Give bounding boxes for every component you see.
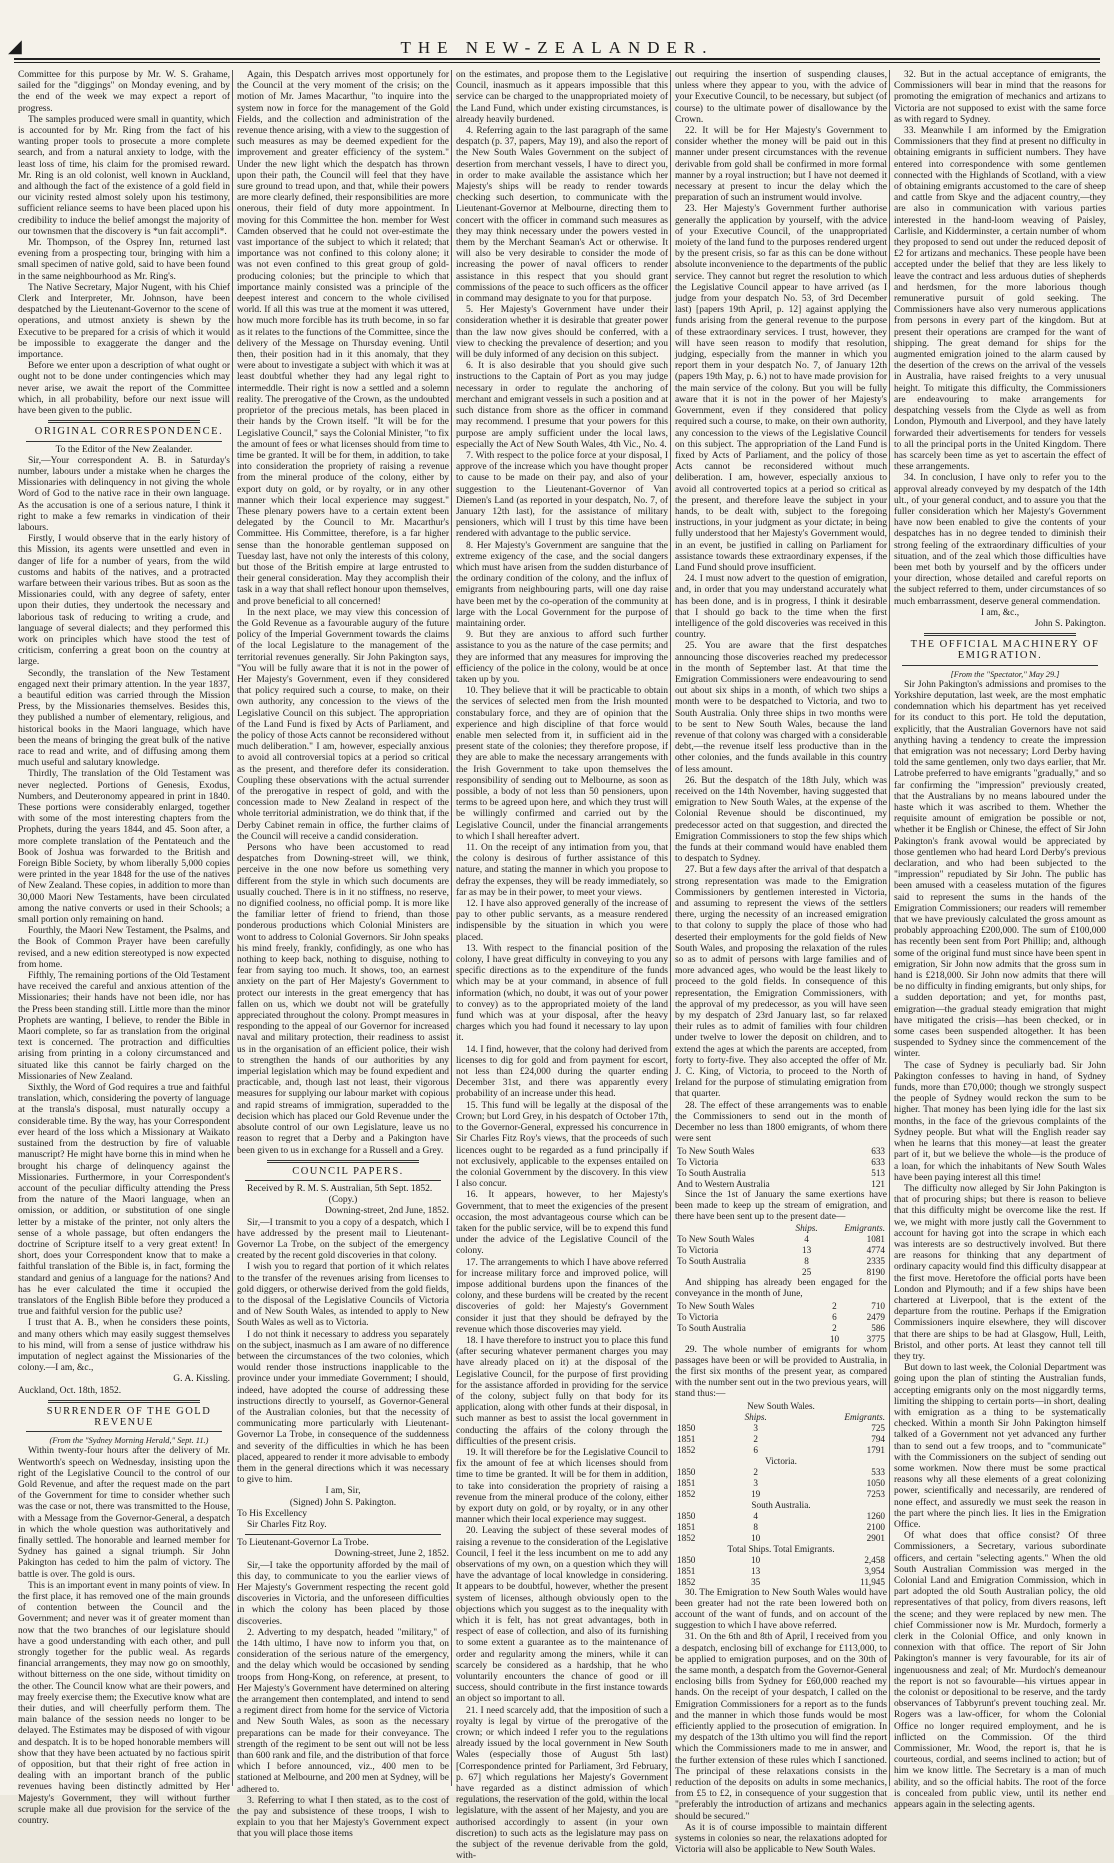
despatch-paragraph: 23. Her Majesty's Government further authorise generally the application by yourself, with the advice of your Executive Council, of the unappropriated moiety of the land fund to the purposes rendered urgent by the present crisis, so far as this can be done without absolute inconvenience to the departments of the public service. They cannot but regret the resolution to which the Legislative Council appear to have arrived (as I judge from your despatch No. 53, of 3rd December last) [papers 19th April, p. 12] against applying the funds arising from the general revenue to the purpose of these extraordinary services. I trust, however, they will have seen reason to modify that resolution, judging, especially from the manner in which you report them in your despatch No. 7, of January 12th (papers 19th May, p. 6.) not to have made provision for the main service of the colony. But you will be fully aware that it is not in the power of her Majesty's Government, even if they considered that policy required such a course, to make, on their own authority, any concession to the views of the Legislative Council on this subject. The appropriation of the Land Fund is fixed by Acts of Parliament, and the policy of those Acts cannot be reconsidered without much deliberation. I am, however, especially anxious to avoid all controverted topics at a period so critical as the present, and therefore leave the subject in your hands, to be dealt with, subject to the foregoing instructions, in your judgment as your dictate; in being fully understood that her Majesty's Government would, in an event, be justified in calling on Parliament for assistance towards these extraordinary expenses, if the Land Fund should prove insufficient. [675, 204, 887, 573]
despatch-paragraph: 28. The effect of these arrangements was to enable the Commissioners to send out in the month of December no less than 1800 emigrants, of whom there were sent [675, 1100, 887, 1145]
despatch-paragraph: 29. The whole number of emigrants for whom passages have been or will be provided to Australia, in the first six months of the present year, as compared with the number sent out in the two previous years, will stand thus:— [675, 1344, 887, 1400]
heading-rule [26, 441, 222, 442]
despatch-paragraph: 5. Her Majesty's Government have under their consideration whether it is desirable that greater power than the law now gives should be conferred, with a view to checking the prevalence of desertion; and you will be duly informed of any decision on this subject. [456, 305, 668, 361]
letter-paragraph: Firstly, I would observe that in the early history of this Mission, its agents were unsettled and even in danger of life for a number of years, from the wild customs and habits of the natives, and a protracted warfare between their various tribes. But as soon as the Missionaries could, with any degree of safety, enter upon their duties, they undertook the necessary and laborious task of reducing to writing a crude, and language of several dialects; and they performed this work on principles which have stood the test of criticism, conferring a great boon on the country at large. [18, 534, 230, 668]
received-line: Received by R. M. S. Australian, 5th Sept. 1852. [247, 1183, 433, 1194]
table-cell: 10 [829, 1333, 840, 1344]
table-total-row [675, 1267, 887, 1278]
table-cell: 633 [871, 1145, 885, 1156]
despatch-paragraph: 13. With respect to the financial position of the colony, I have great difficulty in conveying to you any specific directions as to the expenditure of the funds which may be at your command, in absence of full information (which, no doubt, it was out of your power to convey) as to the appropriated moiety of the land fund which was at your disposal, after the heavy charges which you had found it necessary to lay upon it. [456, 943, 668, 1044]
table-cell: 3,954 [864, 1565, 885, 1576]
table-cell: To South Australia [677, 1322, 746, 1333]
table-cell: 1852 [677, 1576, 696, 1587]
table-cell: 8190 [866, 1267, 885, 1278]
heading-rule [245, 1180, 441, 1181]
despatch-paragraph: 34. In conclusion, I have only to refer you to the approval already conveyed by my despatch of the 14th ult., of your general conduct, and to assure you that the fuller consideration which her Majesty's Government have now been enabled to give the contents of your despatches has in no degree tended to diminish their strong feeling of the extraordinary difficulties of your situation, and of the zeal which those difficulties have been met both by yourself and by the officers under your direction, whose detailed and careful reports on the subject referred to them, under circumstances of so much embarrassment, deserve general commendation. [894, 473, 1106, 607]
table-cell: 1260 [866, 1510, 885, 1521]
column-header: Ships. [744, 1411, 767, 1422]
section-rule [924, 633, 1076, 636]
despatch-paragraph: on the estimates, and propose them to the Legislative Council, inasmuch as it appears impossible that this service can be charged to the unappropriated moiety of the Land Fund, which under existing circumstances, is already heavily burdened. [456, 70, 668, 125]
article-source: [From the "Spectator," May 29.] [950, 669, 1060, 679]
table-cell: 11,945 [860, 1576, 885, 1587]
table-cell: 2 [832, 1300, 837, 1311]
letter-paragraph: Sixthly, the Word of God requires a true and faithful translation, which, considering the poverty of language at the transla's disposal, must naturally occupy a considerable time. By the way, has your Correspondent ever heard of the loss which a Missionary at Waikato sustained from the destruction by fire of valuable manuscript? He might have borne this in mind when he brought his charge of delinquency against the Missionaries. Furthermore, in your Correspondent's account of the peculiar difficulty attending the Press from the nature of the Maori language, when an omission, or addition, or substitution of one single letter by a mistake of the printer, not only alters the sense of a whole passage, but often endangers the doctrine of Scripture itself to a very great extent! In short, does your Correspondent know that to make a faithful translation of the Bible is, in fact, forming the standard and genius of a language for the nations? And has he ever calculated the time it occupied the translators of the English Bible before they produced a true and faithful version for the public use? [18, 1083, 230, 1318]
table-cell: 6 [753, 1444, 758, 1455]
heading-rule [26, 1431, 222, 1432]
table-cell: 2 [832, 1322, 837, 1333]
table-cell: 10 [751, 1554, 761, 1565]
table-cell: 3775 [866, 1333, 885, 1344]
column-divider [889, 70, 890, 1786]
despatch-paragraph: 12. I have also approved generally of the increase of pay to other public servants, as a measure rendered indispensible by the situation in which you were placed. [456, 899, 668, 943]
despatch-paragraph: 9. But they are anxious to afford such further assistance to you as the nature of the case permits; and they are informed that any measures for improving the efficiency of the police in the colony, would be at once taken up by you. [456, 630, 668, 685]
letter-signature: G. A. Kissling. [173, 1374, 230, 1385]
despatch-addressee: Sir Charles Fitz Roy. [247, 1520, 327, 1530]
table-row [675, 1467, 887, 1478]
article-source: (From the "Sydney Morning Herald," Sept. 11.) [49, 1436, 209, 1446]
table-cell: 7253 [866, 1488, 885, 1499]
table-cell: 8 [804, 1256, 809, 1267]
despatch-paragraph: 33. Meanwhile I am informed by the Emigration Commissioners that they find at present no difficulty in obtaining emigrants in sufficient numbers. They have entered into correspondence with some gentlemen connected with the Highlands of Scotland, with a view of obtaining emigrants accustomed to the care of sheep and cattle from Skye and the adjacent country,—they are also in communication with various parties interested in the hand-loom weaving of Paisley, Carlisle, and Kidderminster, a certain number of whom they proposed to send out under the reduced deposit of £2 for artizans and mechanics. These people have been accepted under the belief that they are less likely to leave the contract and less arduous duties of shepherds and herdsmen, for the more laborious though remunerative pursuit of gold seeking. The Commissioners have also very numerous applications from persons in every part of the kingdom. But at present their operations are cramped for the want of shipping. The great demand for ships for the augmented emigration joined to the alarm caused by the desertion of the crews on the arrival of the vessels in Australia, have raised freights to a very unusual height. To mitigate this difficulty, the Commissioners are endeavouring to make arrangements for despatching vessels from the Clyde as well as from London, Plymouth and Liverpool, and they have lately forwarded their advertisements for tenders for vessels to all the principal ports in the United Kingdom. There has scarcely been time as yet to ascertain the effect of these arrangements. [894, 126, 1106, 473]
despatch-paragraph: I wish you to regard that portion of it which relates to the transfer of the revenues arising from licenses to gold diggers, or otherwise derived from the gold fields, to the disposal of the Legislative Councils of Victoria and of New South Wales, as intended to apply to New South Wales as well as to Victoria. [237, 1262, 449, 1329]
table-cell: 1852 [677, 1444, 696, 1455]
letter-paragraph: Fifthly, The remaining portions of the Old Testament have received the careful and anxious attention of the Missionaries; their hands have not been idle, nor has the Press been standing still. Little more than the minor Prophets are wanting, I believe, to render the Bible in Maori complete, so far as translation from the original text is concerned. The protraction and difficulties arising from printing in a colony circumstanced and situated like this cannot be fairly charged on the Missionaries of New Zealand. [18, 971, 230, 1082]
despatch-signature: (Signed) John S. Pakington. [289, 1497, 397, 1508]
table-cell: 1851 [677, 1565, 696, 1576]
despatch-closing: I am, Sir, [325, 1486, 361, 1497]
despatch-paragraph: 21. I need scarcely add, that the imposition of such a royalty is legal by virtue of the prerogative of the crown; or which indeed I refer you to the regulations already issued by the local government in New South Wales (especially those of August 5th last) [Correspondence printed for Parliament, 3rd February, p. 67] which regulations her Majesty's Government have regarded as a distinct admission of which regulations, the reservation of the gold, within the local legislature, with the assent of her Majesty, and you are authorised accordingly to assent (in your own discretion) to such acts as the legislature may pass on the subject of the revenue derivable from the gold, with- [456, 1705, 668, 1862]
letter-salutation: To the Editor of the New Zealander. [55, 444, 193, 455]
despatch-paragraph: 4. Referring again to the last paragraph of the same despatch (p. 37, papers, May 19), and also the report of the New South Wales Government on the subject of desertion from merchant vessels, I have to direct you, in order to make available the assistance which her Majesty's ships will be ready to render towards checking such desertion, to communicate with the Lieutenant-Governor at Melbourne, directing them to concert with the officer in command such measures as they may think necessary under the powers vested in them by the Merchant Seaman's Act or otherwise. It will also be very desirable to consider the mode of increasing the power of naval officers to render assistance in this respect that you should grant commissions of the peace to such officers as the officer in command may designate to you for that purpose. [456, 126, 668, 305]
table-row [675, 1434, 887, 1445]
article-paragraph: The samples produced were small in quantity, which is accounted for by Mr. Ring from the fact of his wanting proper tools to prosecute a more complete search, and from a natural anxiety to lodge, with the least loss of time, his claim for the promised reward. Mr. Ring is an old colonist, well known in Auckland, and although the fact of the existence of a gold field in our vicinity rested almost solely upon his testimony, sufficient reliance seems to have been placed upon his credibility to induce the belief amongst the majority of our townsmen that the discovery is *un fait accompli*. [18, 114, 230, 237]
column-divider [670, 70, 671, 1786]
table-row [675, 1511, 887, 1522]
table-row [675, 1445, 887, 1456]
table-row [675, 1533, 887, 1544]
heading-rule [902, 665, 1098, 666]
despatch-closing: I am, &c., [980, 607, 1020, 618]
table-group-row [675, 1544, 887, 1555]
article-paragraph: In the next place, we may view this concession of the Gold Revenue as a favourable augury of the future policy of the Imperial Government towards the claims of the local Legislature to the management of the territorial revenues generally. Sir John Pakington says, "You will be fully aware that it is not in the power of Her Majesty's Government, even if they considered that policy required such a course, to make, on their own authority, any concession to the views of the Legislative Council on this subject. The appropriation of the Land Fund is fixed by Acts of Parliament, and the policy of those Acts cannot be reconsidered without much deliberation." I am, however, especially anxious to avoid all controversial topics at a period so critical as the present, and therefore defer its consideration. Coupling these observations with the actual surrender of the prerogative in respect of gold, and with the concession made to New Zealand in respect of the whole territorial administration, we do think that, if the Derby Cabinet remain in office, the further claims of the Council will receive a candid consideration. [237, 607, 449, 842]
section-heading: THE OFFICIAL MACHINERY OF EMIGRATION. [910, 639, 1100, 662]
table-row [675, 1256, 887, 1267]
table-cell: 3 [753, 1422, 758, 1433]
masthead-rule [14, 58, 1100, 60]
copy-label: (Copy.) [328, 1195, 358, 1206]
table-cell: 725 [871, 1422, 885, 1433]
table-cell: To New South Wales [677, 1300, 755, 1311]
table-cell: 2100 [866, 1521, 885, 1532]
section-rule [267, 1160, 419, 1163]
section-heading: SURRENDER OF THE GOLD REVENUE [46, 1405, 212, 1428]
article-paragraph: Persons who have been accustomed to read despatches from Downing-street will, we think, perceive in the one now before us something very different from the style in which such documents are usually couched. There is in it no stiffness, no reserve, no dignified coolness, no official pomp. It is more like the familiar letter of friend to friend, than those ponderous productions which Colonial Ministers are wont to address to Colonial Governors. Sir John speaks his mind freely, frankly, confidingly, as one who has nothing to keep back, nothing to disguise, nothing to fear from saying too much. It shows, too, an earnest anxiety on the part of Her Majesty's Government to protect our interests in the great emergency that has fallen on us, which we doubt not will be gratefully appreciated throughout the colony. Prompt measures in responding to the appeal of our Governor for increased naval and military protection, their readiness to assist us in the organisation of an efficient police, their wish to strengthen the hands of our authorities by any imperial legislation which may be found expedient and practicable, and, though last not least, their vigorous measures for supplying our labour market with copious and rapid streams of immigration, superadded to the decision which has placed our Gold Revenue under the absolute control of our own Legislature, leave us no reason to regret that a Derby and a Pakington have been given to us in exchange for a Russell and a Grey. [237, 843, 449, 1156]
table-group-row [675, 1401, 887, 1412]
table-cell: 121 [871, 1178, 885, 1189]
group-label: South Australia. [751, 1499, 811, 1510]
table-cell: 1850 [677, 1466, 696, 1477]
despatch-paragraph: 17. The arrangements to which I have above referred for increase military force and improved police, will impose additional burdens upon the finances of the colony, and these burdens will be created by the recent discoveries of gold: her Majesty's Government consider it just that they should be defrayed by the revenue which those discoveries may yield. [456, 1257, 668, 1335]
column-header: Emigrants. [844, 1223, 885, 1234]
table-cell: 3 [753, 1477, 758, 1488]
despatch-paragraph: 20. Leaving the subject of these several modes of raising a revenue to the consideration of the Legislative Council, I feel it the less incumbent on me to add any observations of my own, on a question which they will have the advantage of local knowledge in considering. It appears to be doubtful, however, whether the present system of licenses, although obviously open to the objections which you suggest as to the inequality with which it is felt, has not great advantages, both in respect of ease of collection, and also of its furnishing to some extent a guarantee as to the maintenance of order and regularity among the miners, while it can scarcely be considered as a hardship, that he who voluntarily encounters the chance of good or ill success, should contribute in the first instance towards an object so important to all. [456, 1526, 668, 1705]
letter-paragraph: Thirdly, The translation of the Old Testament was never neglected. Portions of Genesis, Exodus, Numbers, and Deuteronomy appeared in print in 1840. These portions were considerably enlarged, together with some of the most interesting chapters from the Prophets, during the years 1844, and 45. Soon after, a more complete translation of the Pentateuch and the Book of Joshua was forwarded to the British and Foreign Bible Society, by whom liberally 5,000 copies were printed in the year 1848 for the use of the natives of New Zealand. These copies, in addition to more than 30,000 Maori New Testaments, have been circulated among the native converts or used in their Schools; a small portion only remaining on hand. [18, 769, 230, 926]
despatch-paragraph: Sir,—I take the opportunity afforded by the mail of this day, to communicate to you the earlier views of Her Majesty's Government respecting the recent gold discoveries in Victoria, and the unforeseen difficulties in which the colony has been placed by those discoveries. [237, 1560, 449, 1627]
column-2 [237, 70, 449, 1840]
letter-dateline: Auckland, Oct. 18th, 1852. [18, 1385, 122, 1396]
group-label: Total Ships. Total Emigrants. [727, 1543, 835, 1554]
despatch-addressee: To His Excellency [237, 1508, 308, 1519]
table-row [675, 1478, 887, 1489]
article-paragraph: The difficulty now alleged by Sir John Pakington is that of procuring ships; but there is reason to believe that this difficulty might be overcome like the rest. If we, we might with more justly call the Government to account for having got into the scrape in which each was interests are so destructively involved. But there are reasons for thinking that any department of ordinary capacity would find this difficulty disappear at the first move. Heretofore the official ports have been London and Plymouth; and if a few ships have been chartered at Liverpool, that is the extent of the departure from the routine. Perhaps if the Emigration Commissioners inquire elsewhere, they will discover that there are ships to be had at Glasgow, Hull, Leith, Bristol, and other ports. At least they cannot tell till they try. [894, 1183, 1106, 1362]
despatch-paragraph: 27. But a few days after the arrival of that despatch a strong representation was made to the Emigration Commissioners by gentlemen interested in Victoria, and assuming to represent the views of the settlers there, urging the necessity of an increased emigration to that colony to supply the place of those who had deserted their employments for the gold fields of New South Wales, and proposing the relaxation of the rules so as to admit of persons with large families and of more advanced ages, who would be the least likely to proceed to the gold fields. In consequence of this representation, the Emigration Commissioners, with the approval of my predecessor, as you will have seen by my despatch of 23rd January last, so far relaxed their rules as to admit of families with four children under twelve to lower the deposit on children, and to extend the ages at which the parents are accepted, from forty to forty-five. They also accepted the offer of Mr. J. C. King, of Victoria, to proceed to the North of Ireland for the purpose of stimulating emigration from that quarter. [675, 865, 887, 1100]
despatch-signature: John S. Pakington. [1034, 618, 1106, 629]
section-heading: ORIGINAL CORRESPONDENCE. [34, 426, 224, 438]
table-cell: 8 [753, 1521, 758, 1532]
table-group-row [675, 1500, 887, 1511]
article-paragraph: Sir John Pakington's admissions and promises to the Yorkshire deputation, last week, are the most emphatic condemnation which his department has yet received for its conduct to this port. He told the deputation, explicitly, that the Australian Governors have not said anything having a tendency to create the impression that emigration was not necessary; Lord Derby having told the same gentlemen, only two days earlier, that Mr. Latrobe preferred to have emigrants "gradually," and so far confirming the "impression" previously created, that the Australians by no means laboured under the haste which it was ascribed to them. Whether the requisite amount of emigration be possible or not, whether it be English or Chinese, the effect of Sir John Pakington's frank avowal would be appreciated by those gentlemen who had heard Lord Derby's previous declaration, and who had been subjected to the "impression" repudiated by Sir John. The public has been amused with a ceaseless mutation of the figures said to represent the sums in the hands of the Emigration Commissioners; our readers will remember that we have previously calculated the gross amount as probably approaching £200,000. The sum of £100,000 has recently been sent from Port Phillip; and, although some of the original fund must since have been spent in emigration, Sir John now admits that the gross sum in hand is £218,000. Sir John now admits that there will be no difficulty in finding emigrants, but only ships, for a sudden deportation; and yet, for months past, emigration—the gradual steady emigration that might have mitigated the crisis—has been checked, or in some cases been suspended altogether. It has been suspended to Sydney since the commencement of the winter. [894, 679, 1106, 1060]
article-paragraph: But down to last week, the Colonial Department was going upon the plan of stinting the Australian funds, accepting emigrants only on the most niggardly terms, limiting the shipping to certain ports—in short, dealing with emigration as a thing to be systematically checked. Within a month Sir John Pakington himself talked of a Government not yet advanced any further than to send out a few troops, and to "communicate" with the Commissioners on the subject of sending out some workmen. Now there must be some practical reasons why all these elements of a great colonizing power, scientifically and necessarily, are rendered of none effect, and assuredly we must seek the reason in the part where the pinch lies. It lies in the Emigration Office. [894, 1363, 1106, 1530]
emigration-comparison-table [675, 1401, 887, 1588]
table-row [675, 1245, 887, 1256]
despatch-paragraph: 14. I find, however, that the colony had derived from licenses to dig for gold and from payment for escort, not less than £24,000 during the quarter ending December 31st, and there was apparently every probability of an increase under this head. [456, 1044, 668, 1100]
group-label: Victoria. [765, 1455, 797, 1466]
despatch-paragraph: out requiring the insertion of suspending clauses, unless where they appear to you, with the advice of your Executive Council, to be necessary, but subject (of course) to the ultimate power of disallowance by the Crown. [675, 70, 888, 125]
table-cell: 1791 [866, 1444, 885, 1455]
table-cell: 2 [753, 1433, 758, 1444]
table-cell: 4 [753, 1510, 758, 1521]
table-cell: 1081 [866, 1234, 885, 1245]
table-row [675, 1423, 887, 1434]
despatch-paragraph: 26. But the despatch of the 18th July, which was received on the 14th November, having suggested that emigration to New South Wales, at the expense of the Colonial Revenue should be discontinued, my predecessor acted on that suggestion, and directed the Emigration Commissioners to stop the few ships which the funds at their command would have enabled them to despatch to Sydney. [675, 775, 887, 865]
table-cell: 19 [751, 1488, 761, 1499]
emigrants-june-table [675, 1301, 887, 1345]
table-total-row [675, 1334, 887, 1345]
letter-paragraph: I trust that A. B., when he considers these points, and many others which may easily suggest themselves to his mind, will from a sense of justice withdraw his imputation of neglect against the Missionaries of the colony.—I am, &c., [18, 1318, 230, 1374]
table-cell: 2335 [866, 1256, 885, 1267]
table-cell: 1851 [677, 1477, 696, 1488]
article-paragraph: Of what does that office consist? Of three Commissioners, a Secretary, various subordinate officers, and certain "selecting agents." When the old South Australian Commission was merged in the Colonial Land and Emigration Commission, which in part adopted the old South Australian policy, the old representatives of that policy, from divers reasons, left the scene; and they were replaced by new men. The chief Commissioner now is Mr. Murdoch, formerly a clerk in the Colonial Office, and only known in connexion with that office. The report of Sir John Pakington's manner is very favourable, for its air of ingenuousness and zeal; of Mr. Murdoch's demeanour the report is not so favourable—his virtues appear in the colonist or depositional to be reserve, and the tardy observances of Tabbyrunt's prevent touching zeal. Mr. Rogers was a law-officer, for whom the Colonial Office no longer required employment, and he is inflicted on the Commission. Of the third Commissioner, Mr. Wood, the report is, that he is courteous, cordial, and seems inclined to action; but of him we know little. The Secretary is a man of much ability, and so the official habits. The root of the force is concealed from public view, until its nether end appears again in the selecting agents. [894, 1531, 1106, 1811]
table-cell: 13 [751, 1565, 761, 1576]
table-row [675, 1555, 887, 1566]
despatch-paragraph: Since the 1st of January the same exertions have been made to keep up the stream of emigration, and there have been sent up to the present date— [675, 1189, 887, 1222]
emigrants-sent-table [675, 1223, 887, 1278]
table-cell: To Victoria [677, 1245, 719, 1256]
despatch-paragraph: And shipping has already been engaged for the conveyance in the month of June, [675, 1278, 887, 1300]
table-row [675, 1234, 887, 1245]
article-paragraph: Mr. Thompson, of the Osprey Inn, returned last evening from a prospecting tour, bringing with him a small specimen of native gold, said to have been found in the same neighbourhood as Mr. Ring's. [18, 238, 230, 282]
table-row [675, 1489, 887, 1500]
despatch-rule [245, 1534, 441, 1535]
article-paragraph: The case of Sydney is peculiarly bad. Sir John Pakington confesses to having in hand, of Sydney funds, more than £70,000; though we strongly suspect the people of Sydney would reckon the sum to be higher. That money has been lying idle for the last six months, in the face of the grievous complaints of the Sydney people. But what will the English reader say when he learns that this money—at least the greater part of it, but we believe the whole—is the produce of a loan, for which the inhabitants of New South Wales have been paying interest all this time! [894, 1060, 1106, 1183]
corner-mark-icon: ◢ [8, 36, 22, 56]
table-cell: 4 [804, 1234, 809, 1245]
table-cell: And to Western Australia [677, 1178, 770, 1189]
table-cell: 513 [871, 1167, 885, 1178]
table-cell: 25 [801, 1267, 812, 1278]
despatch-paragraph: 10. They believe that it will be practicable to obtain the services of selected men from the Irish mounted constabulary force, and they are of opinion that the experience and high discipline of that force would enable men selected from it, in sufficient aid in the present state of the colonies; they therefore propose, if they are able to make the necessary arrangements with the Irish Government to take upon themselves the responsibility of sending out to Melbourne, as soon as possible, a body of not less than 50 pensioners, upon terms to be agreed upon here, and which they trust will be willingly confirmed and carried out by the Legislative Council, under the financial arrangements to which I shall hereafter advert. [456, 686, 668, 842]
despatch-paragraph: 32. But in the actual acceptance of emigrants, the Commissioners will bear in mind that the reasons for promoting the emigration of mechanics and artizans to Victoria are not supposed to exist with the same force as with regard to Sydney. [894, 70, 1106, 125]
article-paragraph: This is an important event in many points of view. In the first place, it has removed one of the main grounds of contention between the Council and the Government; and never was it of greater moment than now that the two branches of our legislature should have a good understanding with each other, and pull strongly together for the public weal. As regards financial arrangements, they may now go on smoothly, without bitterness on the one side, without timidity on the other. The Council know what are their powers, and may freely exercise them; the Executive know what are their duties, and will cheerfully perform them. The main balance of the session needs no longer to be delayed. The Estimates may be disposed of with vigour and despatch. It is to be hoped honorable members will show that they have been actuated by no factious spirit of opposition, but that their right of free action in dealing with an important branch of the public revenues having been distinctly admitted by Her Majesty's Government, they will without further scruple make all due provision for the service of the country. [18, 1580, 230, 1827]
table-row [675, 1577, 887, 1588]
table-cell: 1850 [677, 1510, 696, 1521]
table-cell: To Victoria [677, 1156, 719, 1167]
table-row [675, 1312, 887, 1323]
letter-paragraph: Fourthly, the Maori New Testament, the Psalms, and the Book of Common Prayer have been carefully revised, and a new edition stereotyped is now expected from home. [18, 926, 230, 970]
table-cell: 1850 [677, 1422, 696, 1433]
article-paragraph: Before we enter upon a description of what ought or ought not to be done under contingencies which may never arise, we await the report of the Committee which, in all probability, before our next issue will have been given to the public. [18, 361, 230, 417]
table-cell: 13 [801, 1245, 812, 1256]
despatch-paragraph: 31. On the 6th and 8th of April, I received from you a despatch, enclosing bill of exchange for £113,000, to be applied to emigration purposes, and on the 30th of the same month, a despatch from the Governor-General enclosing bills from Sydney for £60,000 reached my hands. On the receipt of your despatch, I called on the Emigration Commissioners for a report as to the funds and the manner in which those funds would be most efficiently applied to the prosecution of emigration. In my despatch of the 13th ultimo you will find the report which the Commissioners made to me in answer, and the further extension of these rules which I sanctioned. The principal of these relaxations consists in the reduction of the deposits on adults in some mechanics, from £5 to £2, in consequence of your suggestion that "preferably the introduction of artizans and mechanics should be secured." [675, 1632, 887, 1822]
column-3 [456, 70, 668, 1862]
section-rule [48, 420, 200, 423]
despatch-paragraph: 25. You are aware that the first despatches announcing those discoveries reached my predecessor in the month of September last. At that time the Emigration Commissioners were endeavouring to send out about six ships in a month, of which two ships a month were to be despatched to Victoria, and two to South Australia. Only three ships in two months were to be sent to New South Wales, because the land revenue of that colony was charged with a considerable debt,—the revenue itself less productive than in the other colonies, and the funds available in this country of less amount. [675, 641, 887, 775]
column-header: Ships. [795, 1223, 818, 1234]
table-row [675, 1179, 887, 1190]
table-header-row [675, 1223, 887, 1234]
section-heading: COUNCIL PAPERS. [292, 1165, 404, 1177]
table-row [675, 1146, 887, 1157]
table-cell: To Victoria [677, 1311, 719, 1322]
table-cell: 2901 [866, 1532, 885, 1543]
despatch-paragraph: 11. On the receipt of any intimation from you, that the colony is desirous of further assistance of this nature, and stating the manner in which you propose to defray the expenses, they will be ready immediately, so far as may be in their power, to meet your views. [456, 843, 668, 898]
table-cell: 1851 [677, 1433, 696, 1444]
article-paragraph: Again, this Despatch arrives most opportunely for the Council at the very moment of the crisis; on the motion of Mr. James Macarthur, "to inquire into the system now in force for the management of the Gold Fields, and the collection and administration of the revenue thence arising, with a view to the suggestion of such measures as may be deemed expedient for the improvement and greater efficiency of the system." Under the new light which the despatch has thrown upon their path, the Council will feel that they have sure ground to tread upon, and that, while their powers are more clearly defined, their responsibilities are more onerous, their field of duty more appointment. In moving for this Committee the hon. member for West Camden observed that he could not over-estimate the vast importance of the subject to which it related; that importance was not confined to this colony alone; it was not even confined to this great group of gold-producing colonies; but the principle to which that importance mainly consisted was a principle of the deepest interest and concern to the whole civilised world. If all this was true at the moment it was uttered, how much more forcible has its truth become, in so far as it relates to the functions of the Committee, since the delivery of the Message on Thursday evening. Until then, their position had in it this anomaly, that they were about to investigate a subject with which it was at least doubtful whether they had any legal right to intermeddle. Their right is now a settled and a solemn reality. The prerogative of the Crown, as the undoubted proprietor of the precious metals, has been placed in their hands by the Crown itself. "It will be for the Legislative Council," says the Colonial Minister, "to fix the amount of fees or what licenses should from time to time be granted. It will be for them, in addition, to take into consideration the propriety of raising a revenue from the mineral produce of the colony, either by export duty on gold, or by royalty, or in any other manner which their local experience may suggest." These plenary powers have to a certain extent been delegated by the Council to Mr. Macarthur's Committee. His Committee, therefore, is a far higher sense than the honorable gentleman supposed on Tuesday last, have not only the interests of this colony, but those of the British empire at large entrusted to their general consideration. May they accomplish their task in a way that shall reflect honour upon themselves, and prove beneficial to all concerned! [237, 70, 449, 607]
table-cell: 1852 [677, 1488, 696, 1499]
despatch-paragraph: As it is of course impossible to maintain different systems in colonies so near, the relaxations adopted for Victoria will also be applicable to New South Wales. [675, 1822, 887, 1856]
despatch-paragraph: I do not think it necessary to address you separately on the subject, inasmuch as I am aware of no difference between the circumstances of the two colonies, which would render those instructions inapplicable to the province under your immediate Government; I should, indeed, have adopted the course of addressing these instructions directly to yourself, as Governor-General of the Australian colonies, but that the necessity of communicating more particularly with Lieutenant-Governor La Trobe, in consequence of the suddenness and severity of the difficulties in which he has been placed, appeared to render it more advisable to embody them in the general directions which it was necessary to give to him. [237, 1329, 449, 1486]
despatch-paragraph: 3. Referring to what I then stated, as to the cost of the pay and subsistence of these troops, I wish to explain to you that her Majesty's Government expect that you will place those items [237, 1795, 449, 1840]
article-paragraph: The Native Secretary, Major Nugent, with his Chief Clerk and Interpreter, Mr. Johnson, have been despatched by the Lieutenant-Governor to the scene of operations, and utmost anxiety is shewn by the Executive to be prepared for a crisis of which it would be impossible to exaggerate the danger and the importance. [18, 282, 230, 361]
table-row [675, 1168, 887, 1179]
table-cell: 2,458 [864, 1554, 885, 1565]
column-divider [232, 70, 233, 1786]
despatch-paragraph: 2. Adverting to my despatch, headed "military," of the 14th ultimo, I have now to inform you that, on consideration of the serious nature of the emergency, and the delay which would be occasioned by sending troops from Hong-Kong, on reference, at present, to Her Majesty's Government have determined on altering the arrangement then contemplated, and intend to send a regiment direct from home for the service of Victoria and New South Wales, as soon as the necessary preparations can be made for their conveyance. The strength of the regiment to be sent out will not be less than 600 rank and file, and the distribution of that force which I before announced, viz., 400 men to be stationed at Melbourne, and 200 men at Sydney, will be adhered to. [237, 1627, 449, 1795]
despatch-paragraph: 30. The Emigration to New South Wales would have been greater had not the rate been lowered both on account of the want of funds, and on account of the suggestion to which I have above referred. [675, 1587, 887, 1632]
table-row [675, 1323, 887, 1334]
emigrants-december-table [675, 1146, 887, 1190]
table-row [675, 1522, 887, 1533]
table-cell: 633 [871, 1156, 885, 1167]
table-cell: To New South Wales [677, 1145, 755, 1156]
letter-paragraph: Secondly, the translation of the New Testament engaged next their primary attention. In the year 1837, a beautiful edition was carried through the Mission Press, by the Missionaries themselves. Besides this, they published a number of elementary, religious, and historical books in the Maori language, which have been the means of bringing the great bulk of the native race to read and write, and of diffusing among them much useful and salutary knowledge. [18, 668, 230, 769]
table-cell: 6 [832, 1311, 837, 1322]
table-group-row [675, 1456, 887, 1467]
table-cell: 4774 [866, 1245, 885, 1256]
table-cell: 586 [871, 1322, 885, 1333]
despatch-date: Downing-street, June 2, 1852. [334, 1549, 449, 1560]
table-cell: 1852 [677, 1532, 696, 1543]
table-row [675, 1157, 887, 1168]
section-rule [48, 1400, 200, 1403]
despatch-paragraph: 6. It is also desirable that you should give such instructions to the Captain of Port as you may judge necessary in order to regulate the anchoring of merchant and emigrant vessels in such a position and at such distance from shore as the officer in command may recommend. I presume that your powers for this purpose are amply sufficient under the local laws, especially the Act of New South Wales, 4th Vic., No. 4. [456, 361, 668, 450]
table-header-row [675, 1412, 887, 1423]
despatch-date: Downing-street, 2nd June, 1852. [324, 1206, 449, 1217]
group-label: New South Wales. [747, 1400, 815, 1411]
table-row [675, 1301, 887, 1312]
table-cell: To New South Wales [677, 1234, 755, 1245]
table-cell: To South Australia [677, 1256, 746, 1267]
table-cell: 794 [871, 1433, 885, 1444]
despatch-paragraph: 15. This fund will be legally at the disposal of the Crown; but Lord Grey, in his despatch of October 17th, to the Governor-General, expressed his concurrence in Sir Charles Fitz Roy's views, that the proceeds of such licences ought to be regarded as a fund principally if not exclusively, applicable to the expenses entailed on the colonial Government by the discovery. In this view I also concur. [456, 1100, 668, 1190]
table-cell: 1050 [866, 1477, 885, 1488]
despatch-paragraph: 16. It appears, however, to her Majesty's Government, that to meet the exigencies of the present occasion, the most advantageous course which can be taken for the public service, will be to expend this fund under the advice of the Legislative Council of the colony. [456, 1190, 668, 1257]
table-cell: 1851 [677, 1521, 696, 1532]
table-cell: 1850 [677, 1554, 696, 1565]
column-header: Emigrants. [844, 1411, 885, 1422]
table-cell: 710 [871, 1300, 885, 1311]
despatch-paragraph: 19. It will therefore be for the Legislative Council to fix the amount of fee at which licenses should from time to time be granted. It will be for them in addition, to take into consideration the propriety of raising a revenue from the mineral produce of the colony, either by export duty on gold, or by royalty, or in any other manner which their local experience may suggest. [456, 1447, 668, 1526]
despatch-paragraph: 7. With respect to the police force at your disposal, I approve of the increase which you have thought proper to cause to be made on their pay, and also of your suggestion to the Lieutenant-Governor of Van Diemen's Land (as reported in your despatch, No. 7, of January 12th last), for the assistance of military pensioners, which will I trust by this time have been rendered with advantage to the public service. [456, 450, 668, 540]
table-cell: 2479 [866, 1311, 885, 1322]
table-cell: 10 [751, 1532, 761, 1543]
masthead-title: THE NEW-ZEALANDER. [400, 38, 714, 57]
despatch-paragraph: 8. Her Majesty's Government are sanguine that the extreme exigency of the case, and the social dangers which must have arisen from the sudden disturbance of the ordinary condition of the colony, and the influx of emigrants from neighbouring parts, will one day raise have been met by the co-operation of the community at large with the Local Government for the purpose of maintaining order. [456, 540, 668, 629]
table-cell: To South Australia [677, 1167, 746, 1178]
table-cell: 2 [753, 1466, 758, 1477]
table-cell: 35 [751, 1576, 761, 1587]
table-cell: 533 [871, 1466, 885, 1477]
article-paragraph: Within twenty-four hours after the delivery of Mr. Wentworth's speech on Wednesday, insisting upon the right of the Legislative Council to the control of our Gold Revenue, and after the request made on the part of the Government for time to consider whether such was the case or not, there was transmitted to the House, with a Message from the Governor-General, a despatch in which the whole question was authoritatively and finally settled. The honorable and learned member for Sydney has gained a signal triumph. Sir John Pakington has ceded to him the palm of victory. The battle is over. The gold is ours. [18, 1446, 230, 1580]
despatch-addressee: To Lieutenant-Governor La Trobe. [237, 1538, 369, 1549]
masthead [0, 0, 1114, 66]
column-1 [18, 70, 230, 1827]
despatch-paragraph: 18. I have therefore to instruct you to place this fund (after securing whatever permanent charges you may have already placed on it) at the disposal of the Legislative Council, for the purpose of first providing for the assistance afforded in providing for the service of the colony, subject fully on that body for its application, along with other funds at their disposal, in such manner as best to assist the local government in conducting the affairs of the colony through the difficulties of the present crisis. [456, 1335, 668, 1447]
table-row [675, 1566, 887, 1577]
despatch-paragraph: 24. I must now advert to the question of emigration, and, in order that you may understand accurately what has been done, and is in progress, I think it desirable that I should go back to the time when the first intelligence of the gold discoveries was received in this country. [675, 574, 887, 641]
despatch-paragraph: 22. It will be for Her Majesty's Government to consider whether the money will be paid out in this manner under present circumstances with the revenue derivable from gold shall be confirmed in more formal manner by a royal instruction; but I have not deemed it necessary at present to incur the delay which the preparation of such an instrument would involve. [675, 126, 887, 204]
column-4 [675, 70, 888, 1856]
letter-paragraph: Sir,—Your correspondent A. B. in Saturday's number, labours under a mistake when he charges the Missionaries with delinquency in not giving the whole Word of God to the native race in their own language. As the accusation is one of a serious nature, I think it right to make a few remarks in vindication of their labours. [18, 455, 230, 533]
article-paragraph: Committee for this purpose by Mr. W. S. Grahame, sailed for the "diggings" on Monday evening, and by the end of the week we may expect a report of progress. [18, 70, 230, 114]
masthead-rule-thin [14, 62, 1100, 63]
despatch-paragraph: Sir,—I transmit to you a copy of a despatch, which I have addressed by the present mail to Lieutenant-Governor La Trobe, on the subject of the emergency created by the recent gold discoveries in that colony. [237, 1217, 449, 1262]
column-5 [894, 70, 1106, 1811]
column-divider [451, 70, 452, 1786]
